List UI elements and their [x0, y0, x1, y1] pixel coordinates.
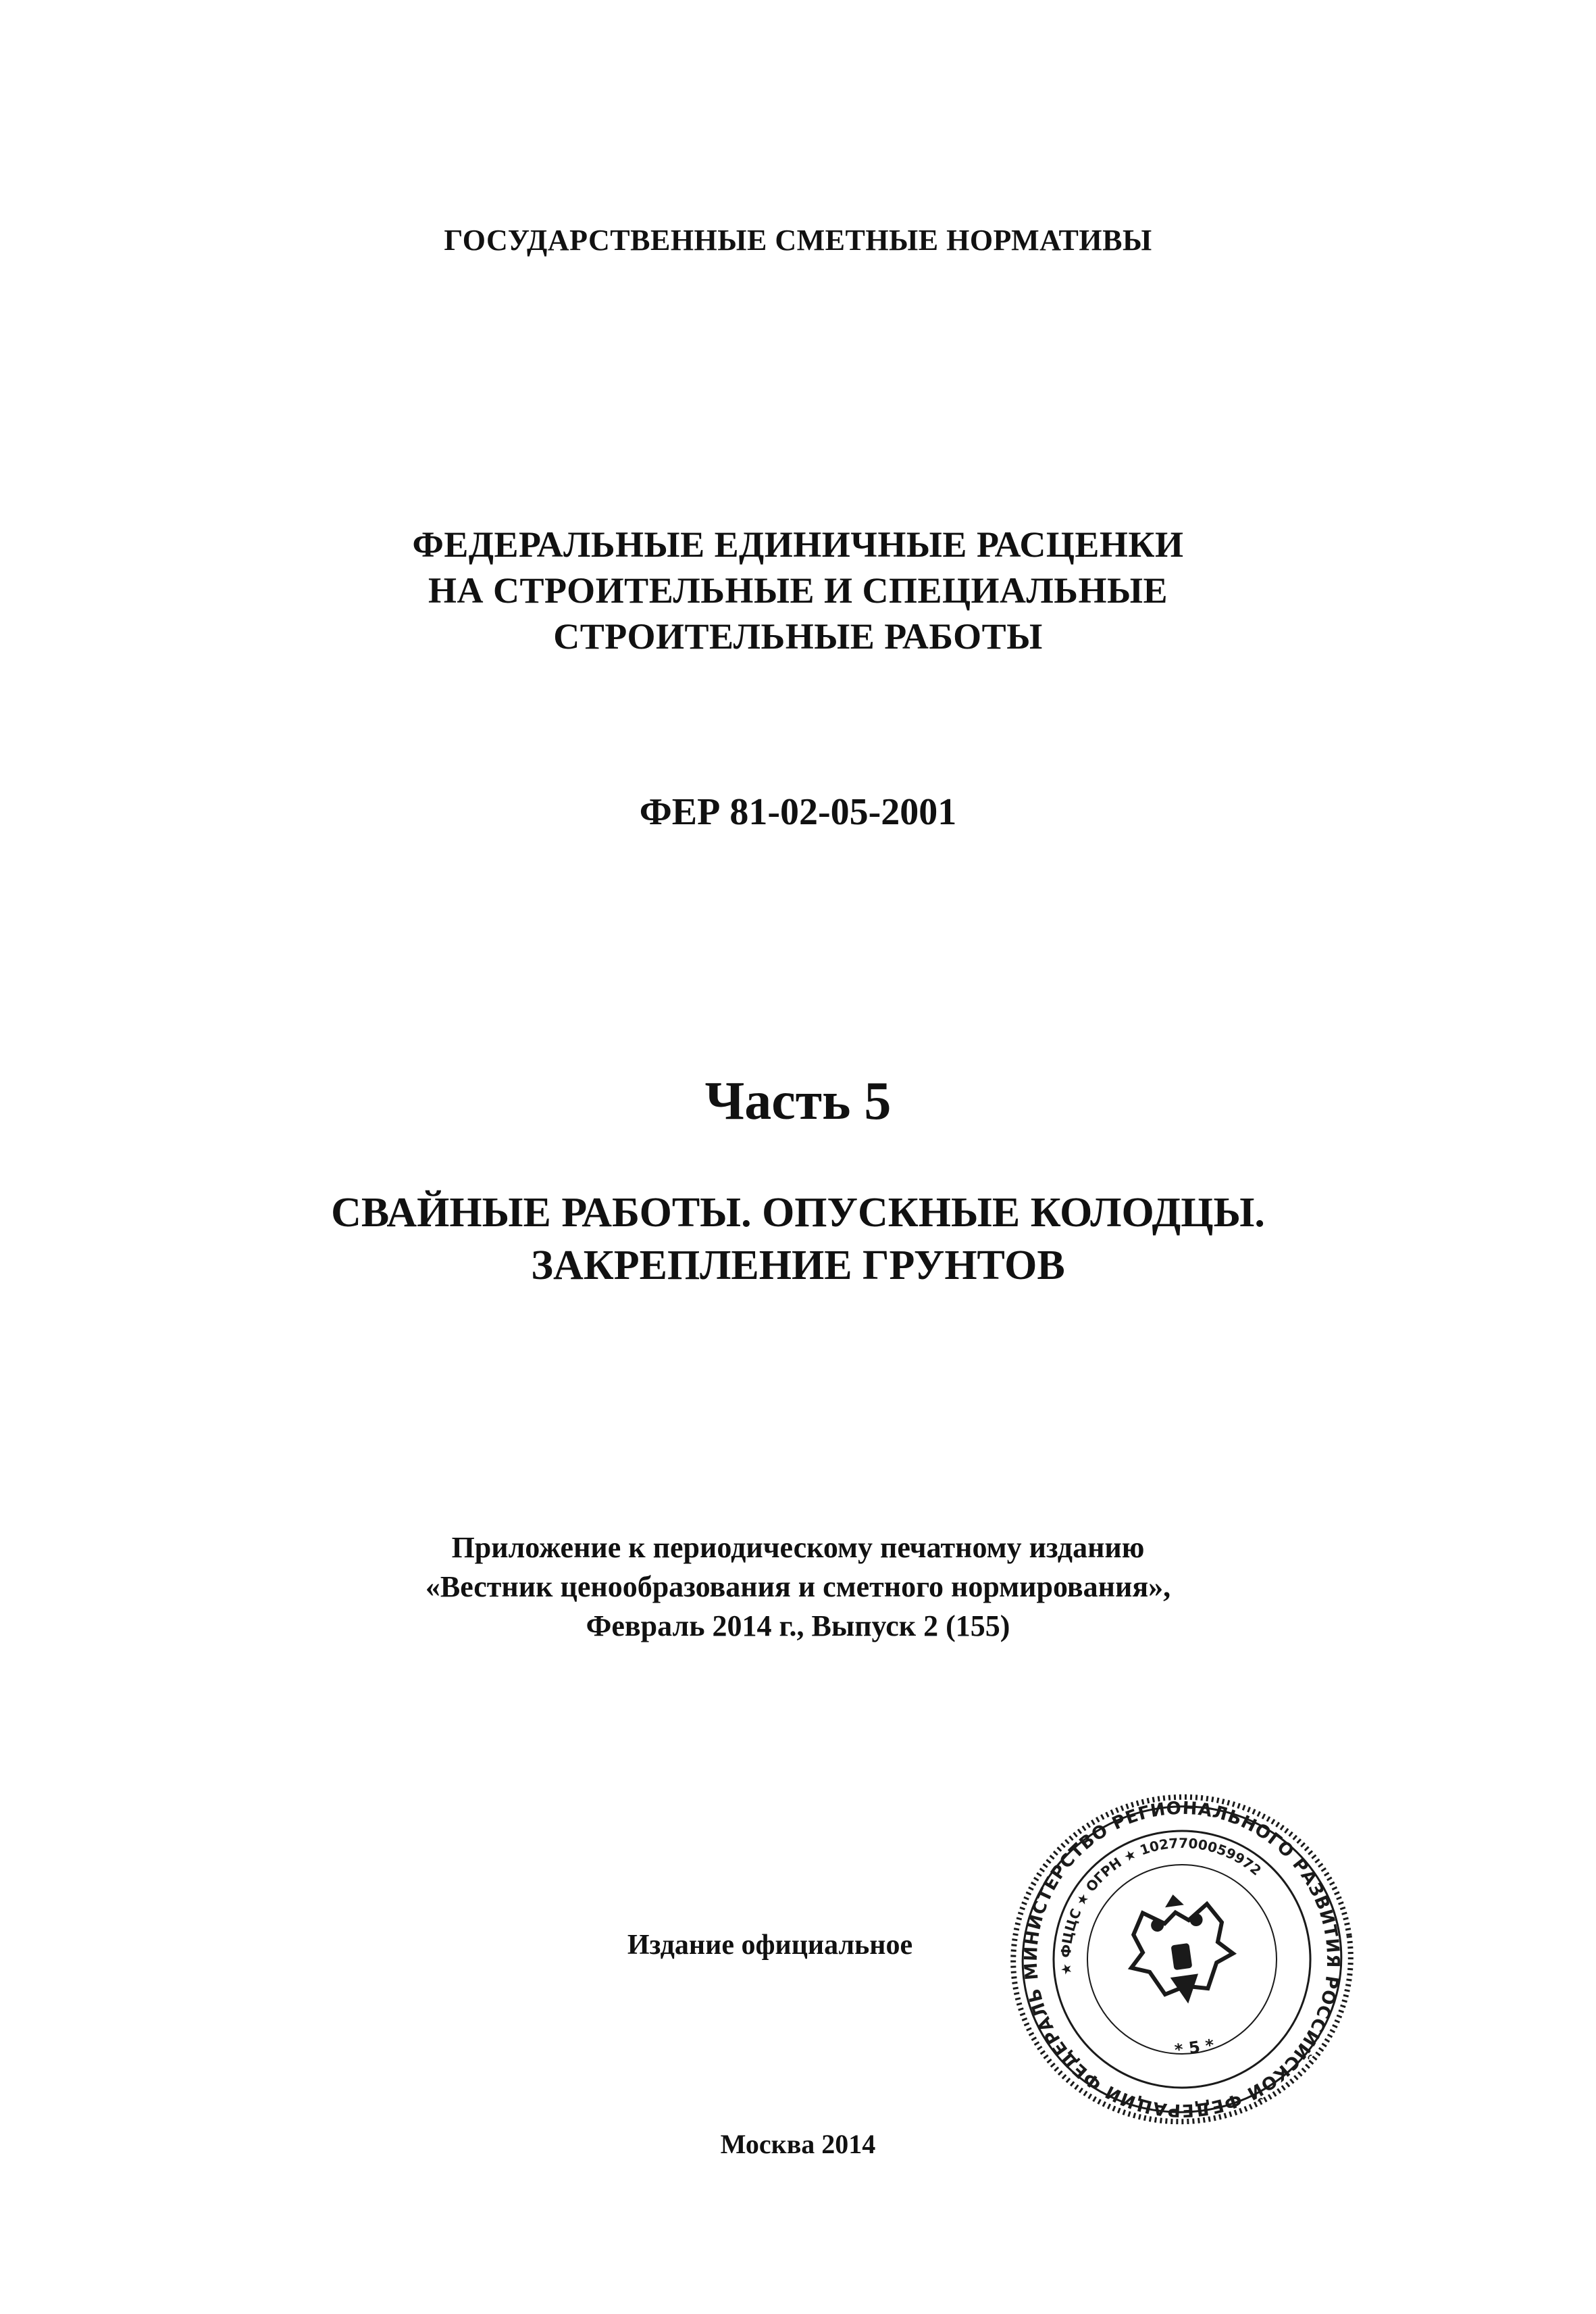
- title-line-2: НА СТРОИТЕЛЬНЫЕ И СПЕЦИАЛЬНЫЕ: [428, 570, 1168, 611]
- document-code: ФЕР 81-02-05-2001: [639, 791, 957, 833]
- official-seal-icon: [996, 1784, 1368, 2135]
- appendix-line-1: Приложение к периодическому печатному изданию: [451, 1531, 1145, 1564]
- svg-text:★ ФЦЦС ★ ОГРН ★ 1027700059972: ★ ФЦЦС ★ ОГРН ★ 1027700059972: [1057, 1834, 1265, 1976]
- title-line-1: ФЕДЕРАЛЬНЫЕ ЕДИНИЧНЫЕ РАСЦЕНКИ: [412, 524, 1184, 565]
- appendix-line-2: «Вестник ценообразования и сметного нормирования»,: [425, 1570, 1171, 1603]
- part-number: Часть 5: [704, 1072, 892, 1131]
- city-year: Москва 2014: [720, 2129, 876, 2159]
- svg-text:МИНИСТЕРСТВО РЕГИОНАЛЬНОГО РАЗ: МИНИСТЕРСТВО РЕГИОНАЛЬНОГО РАЗВИТИЯ РОССИЙСКОЙ ФЕДЕРАЦИИ ФЕДЕРАЛЬНОЕ: [1021, 1798, 1343, 2121]
- official-edition-label: Издание официальное: [627, 1930, 913, 1961]
- agency-header: ГОСУДАРСТВЕННЫЕ СМЕТНЫЕ НОРМАТИВЫ: [444, 224, 1152, 257]
- title-line-3: СТРОИТЕЛЬНЫЕ РАБОТЫ: [553, 616, 1043, 657]
- subtitle-line-2: ЗАКРЕПЛЕНИЕ ГРУНТОВ: [531, 1242, 1065, 1288]
- subtitle-line-1: СВАЙНЫЕ РАБОТЫ. ОПУСКНЫЕ КОЛОДЦЫ.: [331, 1190, 1265, 1236]
- appendix-line-3: Февраль 2014 г., Выпуск 2 (155): [586, 1609, 1010, 1642]
- svg-text:* 5 *: * 5 *: [1173, 2035, 1216, 2060]
